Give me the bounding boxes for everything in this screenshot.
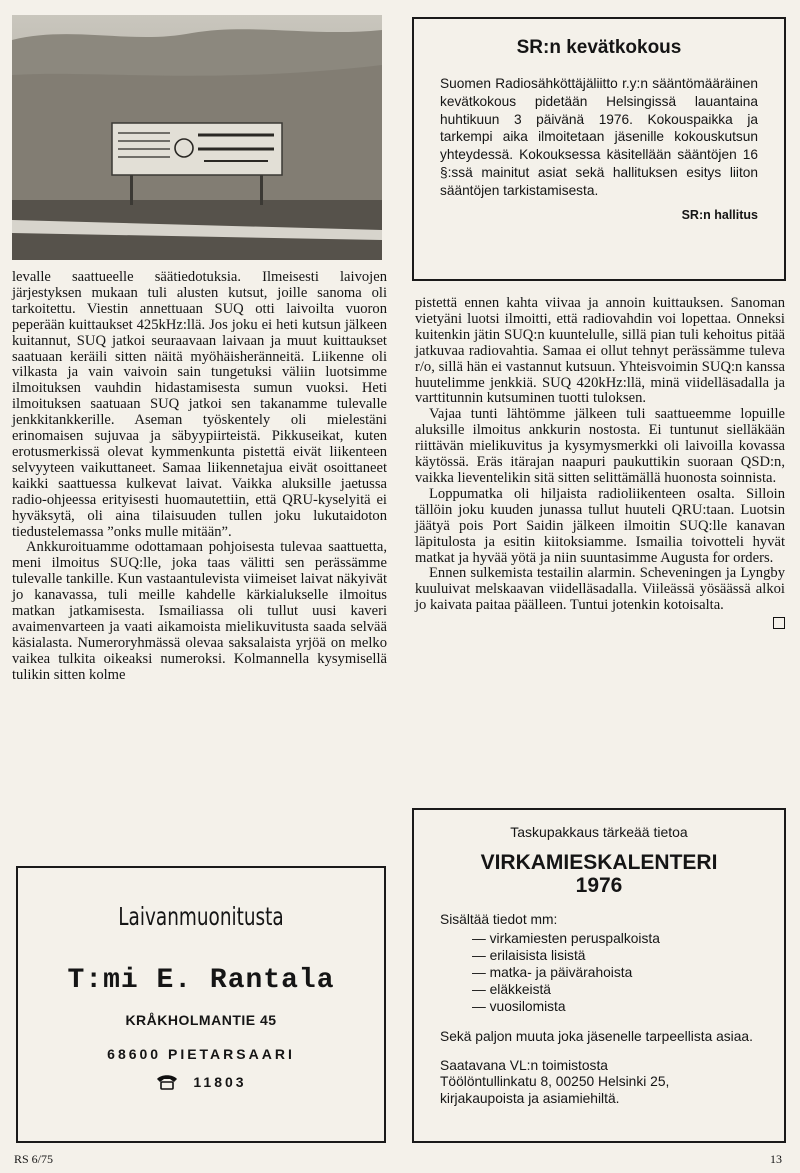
ad-year: 1976 xyxy=(575,874,623,897)
phone-number: 11803 xyxy=(193,1074,247,1090)
article-left-column xyxy=(12,270,387,684)
list-item: — vuosilomista xyxy=(472,999,566,1015)
article-paragraph: Ennen sulkemista testailin alarmin. Scheveningen ja Lyngby kuuluivat melskaavan viidelläsadalla. Viileässä yösäässä alkoi jo kaivata paitaa päälleen. Tuntui jotenkin kotoisalta. xyxy=(415,565,785,614)
ad-contents-list xyxy=(472,930,758,1015)
sr-meeting-notice xyxy=(412,17,786,281)
ad-availability-2: Töölöntullinkatu 8, 00250 Helsinki 25, xyxy=(440,1074,670,1090)
ad-laivanmuonitus xyxy=(16,866,386,1143)
list-item: — matka- ja päivärahoista xyxy=(472,965,633,981)
ad-heading: Laivanmuonitusta xyxy=(118,902,284,931)
ad-tagline: Taskupakkaus tärkeää tietoa xyxy=(510,824,688,840)
article-paragraph: pistettä ennen kahta viivaa ja annoin kuittauksen. Sanoman vietyäni luotsi ilmoitti, että radiovahdin voi lopettaa. Onneksi kuitenkin jätin SUQ:n kuuntelulle, sillä pian tuli kehoitus pitää jatkuvaa radiovahtia. Samaa ei ollut tehnyt perässämme tuleva r/o, sillä hän ei vastannut kutsuun. Yhteisvoimin SUQ:n kanssa huutelimme jenkkiä. SUQ 420kHz:llä, minä viidelläsadalla ja varttitunnin kutsuminen tuotti tuloksen. xyxy=(415,295,785,407)
list-item: — erilaisista lisistä xyxy=(472,948,586,964)
article-paragraph: levalle saattueelle säätiedotuksia. Ilmeisesti laivojen järjestyksen mukaan tuli alusten kutsut, joille sanoma oli tarkoitettu. Viestin annettuaan SUQ otti laivoilta vuoron peperään kuittaukset 425kHz:llä. Jos joku ei heti kutsun jälkeen kuitannut, SUQ jatkoi seuraavaan laivaan ja muut kuittaukset saatuaan keräili sitten näitä myöhäisheränneitä. Liikenne oli vilkasta ja vain vaivoin sain tungetuksi väliin luotsimme ilmoituksen vauhdin hidastamisesta sumun vuoksi. Heti ilmoituksen saatuaan SUQ jatkoi sen takanamme tulevalle jenkkitankkerille. Aseman työskentely oli mielestäni erinomaisen sujuvaa ja säbyypiirteistä. Pikkuseikat, kuten erotusmerkissä olevat kymmenkunta pistettä eivät liikenteen selvyyteen vaikuttaneet. Samaa liikennetajua eivät osoittaneet kaikki saattuessa kulkevat laivat. Vaikka aluksille jaetussa radio-ohjeessa erityisesti huomautettiin, että QRU-kyselyitä ei hyväksytä, oli aina tilaisuuden tullen joku lukutaidoton tiedustelemassa ”onks mulle mitään”. xyxy=(12,269,387,540)
ad-availability-3: kirjakaupoista ja asiamiehiltä. xyxy=(440,1090,620,1106)
ad-title: VIRKAMIESKALENTERI xyxy=(480,851,718,874)
page-number: 13 xyxy=(770,1152,782,1166)
footer-issue: RS 6/75 xyxy=(14,1152,54,1166)
photo-suez-sign xyxy=(12,15,382,260)
article-paragraph: Vajaa tunti lähtömme jälkeen tuli saattueemme lopuille aluksille ilmoitus ankkurin nostosta. Ei tuntunut sielläkään riittävän mielikuvitus ja kysymysmerkki oli laivoilla kovassa käytössä. Eräs itärajan naapuri paukuttikin suoraan QSD:n, vaikka lieventelikin sitä sitten selittämällä huonosta soinnista. xyxy=(415,406,785,486)
ad-virkamieskalenteri xyxy=(412,808,786,1143)
ad-company-name: T:mi E. Rantala xyxy=(67,965,335,996)
notice-title: SR:n kevätkokous xyxy=(516,37,682,58)
article-paragraph: Loppumatka oli hiljaista radioliikenteen osalta. Silloin tällöin joku kuuden junassa tullut huuteli QRU:taan. Luotsin jäätyä pois Port Saidin jälkeen ilmoitin SUQ:lle kanavan läpitulosta ja esitin kiitoksiamme. Ismailia toivotteli hyvät matkat ja hyvää yötä ja niin suuntasimme Augusta for orders. xyxy=(415,485,785,566)
photo-image xyxy=(12,15,382,260)
telephone-icon xyxy=(155,1074,179,1093)
ad-street: KRÅKHOLMANTIE 45 xyxy=(125,1012,277,1028)
notice-body: Suomen Radiosähköttäjäliitto r.y:n sääntömääräinen kevätkokous pidetään Helsingissä lauantaina huhtikuun 3 päivänä 1976. Kokouspaikka ja tarkempi aika ilmoitetaan jäsenille kokouskutsun yhteydessä. Kokouksessa käsitellään sääntöjen 16 §:ssä mainitut asiat sekä hallituksen esitys liiton sääntöjen tarkistamisesta. xyxy=(440,76,758,198)
ad-more: Sekä paljon muuta joka jäsenelle tarpeellista asiaa. xyxy=(440,1029,753,1045)
ad-availability-1: Saatavana VL:n toimistosta xyxy=(440,1057,608,1073)
notice-signature: SR:n hallitus xyxy=(681,207,758,222)
end-mark-icon xyxy=(773,617,785,629)
ad-intro: Sisältää tiedot mm: xyxy=(440,912,558,927)
article-paragraph: Ankkuroituamme odottamaan pohjoisesta tulevaa saattuetta, meni ilmoitus SUQ:lle, joka taas välitti sen perässämme tulevalle tankille. Kun vastaantulevista viimeiset laivat näkyivät jo kanavassa, tuli meille kahdelle kärkialukselle ilmoitus matkan jatkamisesta. Ismailiassa oli tullut uusi kaveri avaimenvarteen ja vaati aikamoista mielikuvitusta saada selvää käsialasta. Numeroryhmässä olevaa saksalaista yrjöä on melko vaikea tulkita oikeaksi numeroksi. Kolmannella kysymisellä tulikin sitten kolme xyxy=(12,539,387,683)
list-item: — virkamiesten peruspalkoista xyxy=(472,931,660,947)
list-item: — eläkkeistä xyxy=(472,982,551,998)
ad-phone-line xyxy=(18,1074,384,1093)
article-right-column xyxy=(415,296,785,629)
ad-postal: 68600 PIETARSAARI xyxy=(107,1046,295,1062)
